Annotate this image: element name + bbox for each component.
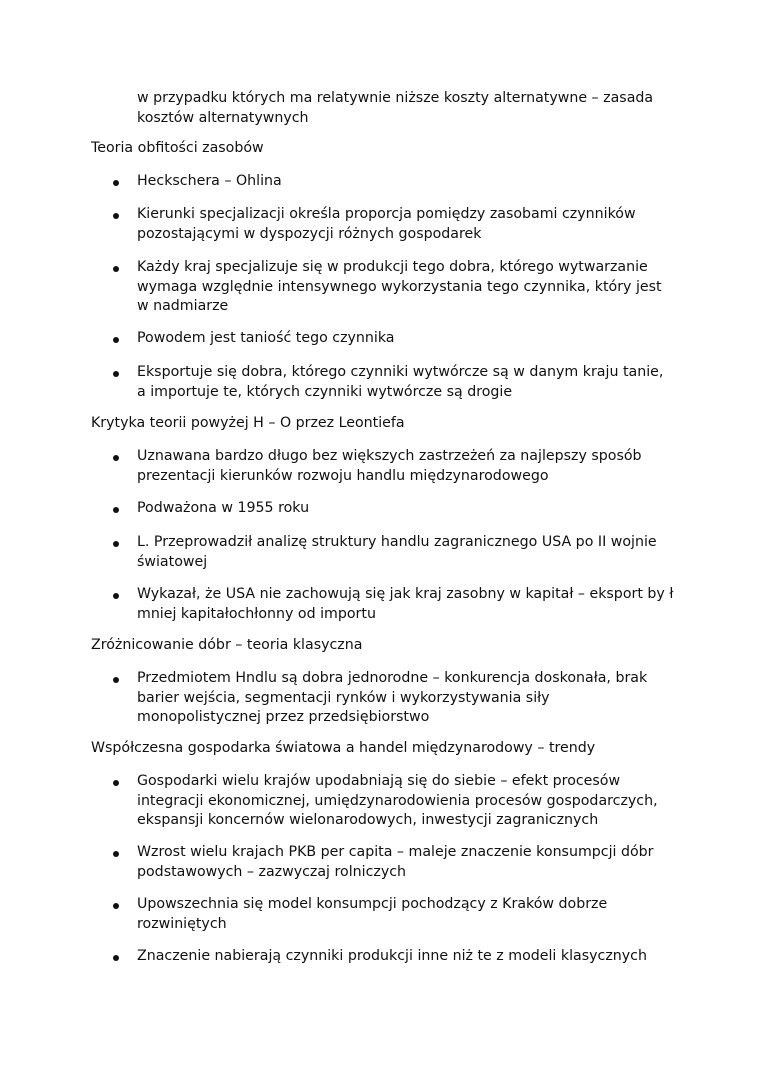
text-line: integracji ekonomicznej, umiędzynarodowienia procesów gospodarczych, [137,792,658,809]
text-line: Uznawana bardzo długo bez większych zastrzeżeń za najlepszy sposób [137,448,642,464]
list-item [137,258,697,317]
text-line: Wzrost wielu krajach PKB per capita – maleje znaczenie konsumpcji dóbr [137,844,654,860]
text-line: pozostającymi w dyspozycji różnych gospodarek [137,225,482,242]
text-line: L. Przeprowadził analizę struktury handlu zagranicznego USA po II wojnie [137,534,657,550]
text-line: Eksportuje się dobra, którego czynniki wytwórcze są w danym kraju tanie, [137,364,664,380]
bullet-icon [113,337,119,343]
text-line: rozwiniętych [137,915,227,932]
text-line: wymaga względnie intensywnego wykorzystania tego czynnika, który jest [137,278,662,295]
text-line: podstawowych – zazwyczaj rolniczych [137,863,407,880]
bullet-icon [113,593,119,599]
list-item [137,843,697,882]
bullet-icon [113,371,119,377]
bullet-icon [113,180,119,186]
list-item [137,205,697,244]
bullet-icon [113,677,119,683]
list-item [137,499,697,519]
list-item [137,772,697,831]
continued-paragraph [137,89,697,128]
text-line: Wykazał, że USA nie zachowują się jak kraj zasobny w kapitał – eksport by ł [137,586,674,602]
bullet-icon [113,903,119,909]
list-item [137,363,697,402]
section-heading: Współczesna gospodarka światowa a handel międzynarodowy – trendy [91,740,596,756]
text-line: ekspansji koncernów wielonarodowych, inwestycji zagranicznych [137,812,599,828]
list-item [137,533,697,572]
bullet-icon [113,455,119,461]
section-heading: Krytyka teorii powyżej H – O przez Leontiefa [91,415,405,431]
text-line: Podważona w 1955 roku [137,500,310,516]
text-line: Znaczenie nabierają czynniki produkcji inne niż te z modeli klasycznych [137,948,647,964]
list-item [137,669,697,728]
text-line: Kierunki specjalizacji określa proporcja pomiędzy zasobami czynników [137,206,636,222]
bullet-icon [113,507,119,513]
text-line: Gospodarki wielu krajów upodabniają się do siebie – efekt procesów [137,773,621,789]
section-heading: Zróżnicowanie dóbr – teoria klasyczna [91,637,363,653]
bullet-icon [113,541,119,547]
list-item [137,172,697,192]
list-item [137,447,697,486]
list-item [137,895,697,934]
list-item [137,947,697,967]
text-line: Upowszechnia się model konsumpcji pochodzący z Kraków dobrze [137,896,608,912]
text-line: światowej [137,553,208,570]
text-line: w nadmiarze [137,298,229,314]
text-line: Każdy kraj specjalizuje się w produkcji tego dobra, którego wytwarzanie [137,259,648,275]
text-line: a importuje te, których czynniki wytwórcze są drogie [137,383,513,400]
bullet-icon [113,213,119,219]
text-line: Heckschera – Ohlina [137,173,282,189]
list-item [137,329,697,349]
text-line: monopolistycznej przez przedsiębiorstwo [137,709,430,725]
list-item [137,585,697,624]
bullet-icon [113,266,119,272]
text-line: barier wejścia, segmentacji rynków i wykorzystywania siły [137,689,550,706]
bullet-icon [113,851,119,857]
bullet-icon [113,780,119,786]
text-line: Powodem jest taniość tego czynnika [137,330,395,346]
text-line: Przedmiotem Hndlu są dobra jednorodne – konkurencja doskonała, brak [137,670,648,686]
text-line: prezentacji kierunków rozwoju handlu międzynarodowego [137,467,549,484]
text-line: kosztów alternatywnych [137,109,309,126]
bullet-icon [113,955,119,961]
section-heading: Teoria obfitości zasobów [91,140,264,156]
text-line: w przypadku których ma relatywnie niższe koszty alternatywne – zasada [137,90,654,106]
text-line: mniej kapitałochłonny od importu [137,605,376,622]
